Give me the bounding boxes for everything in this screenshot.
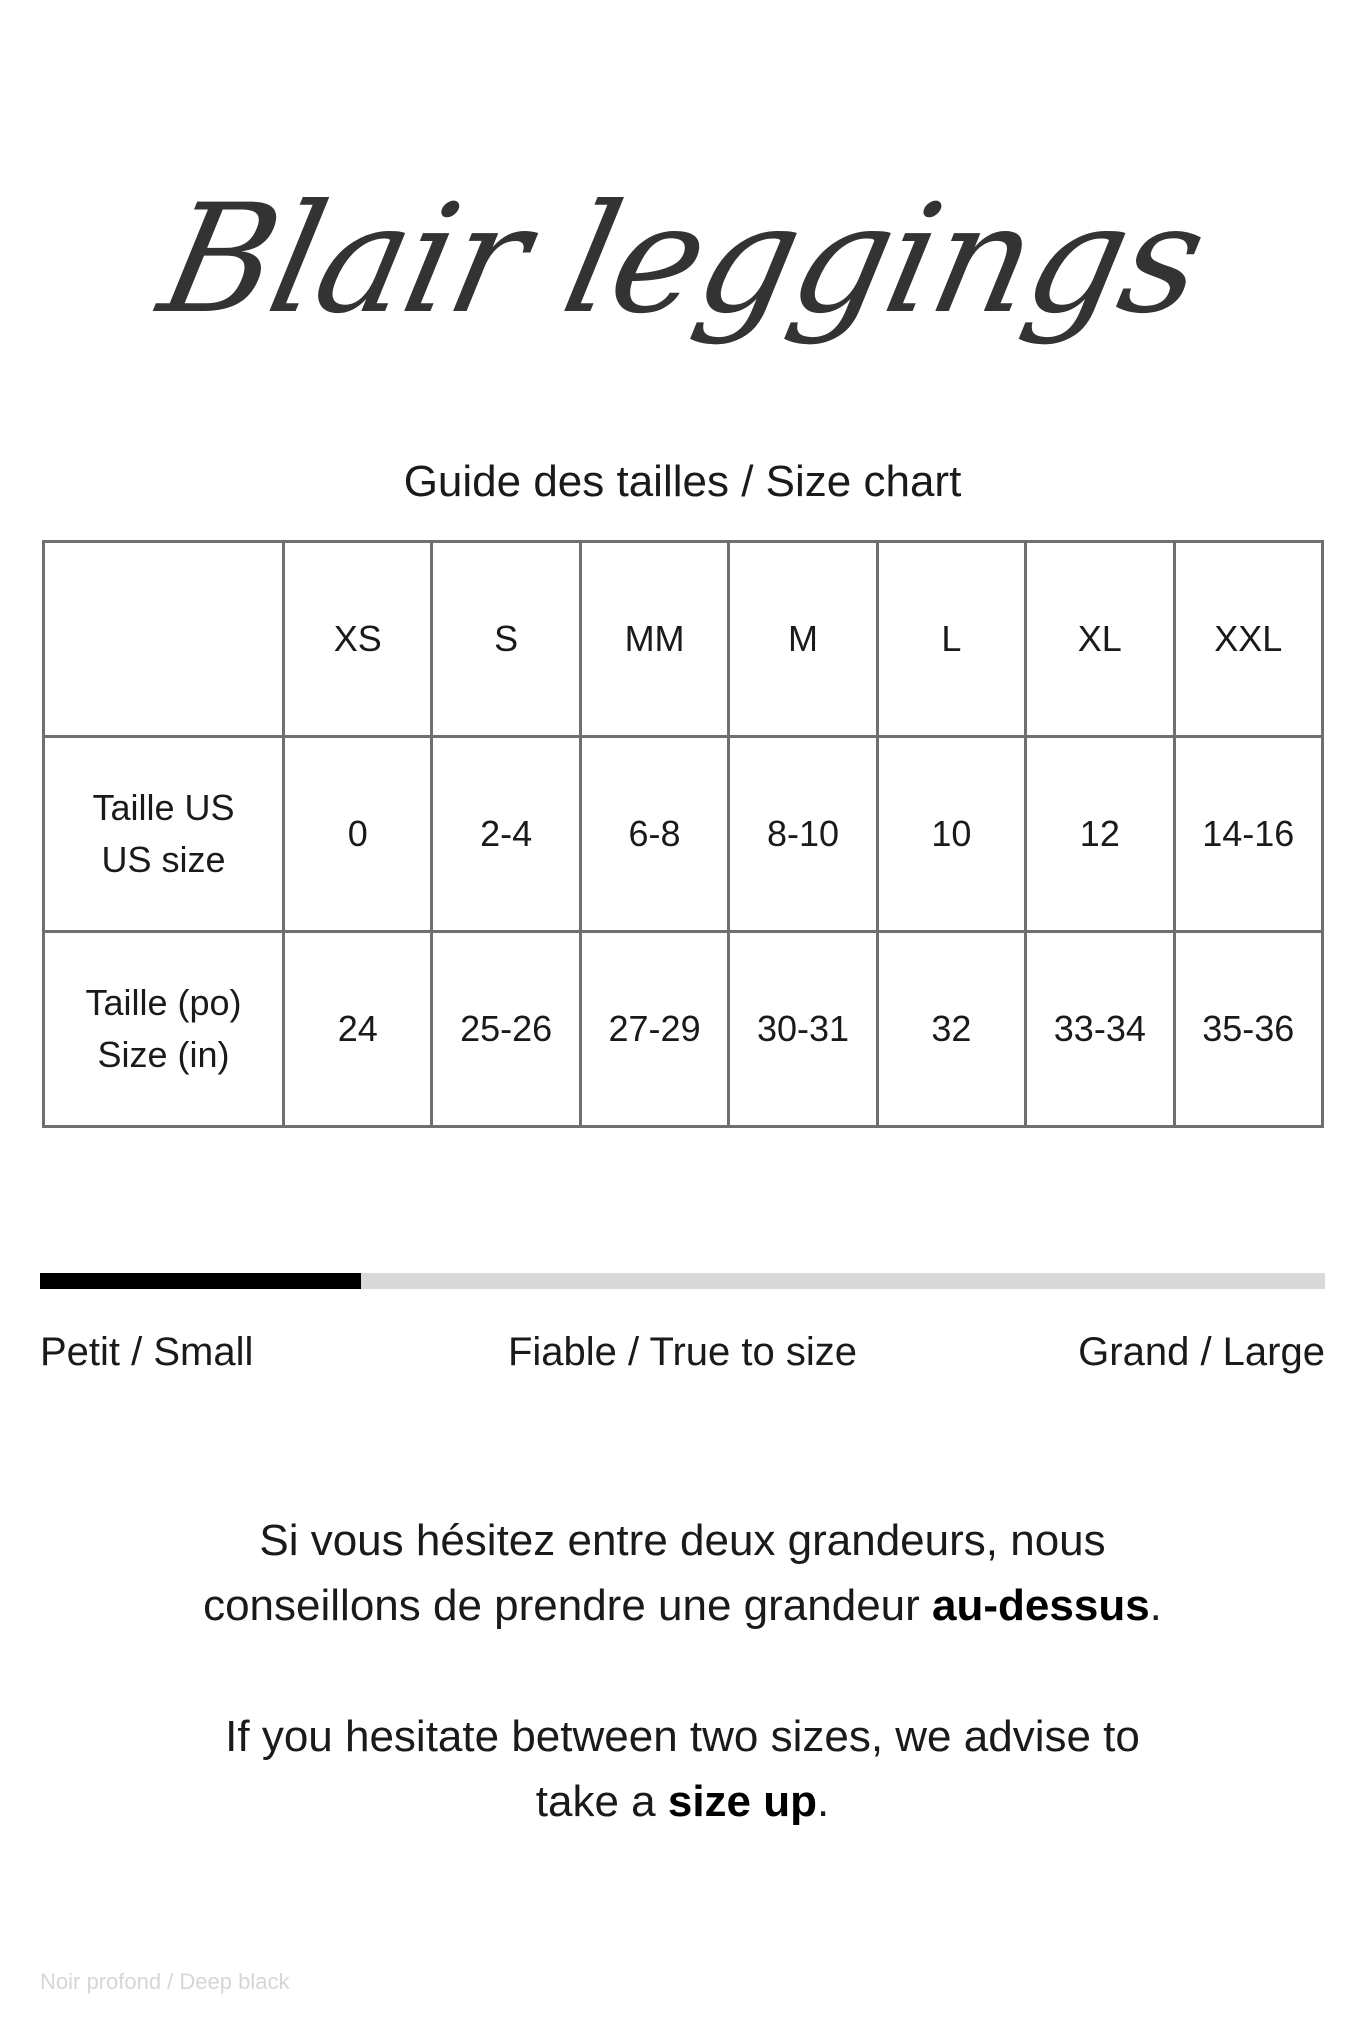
table-header-cell: M: [729, 542, 877, 737]
table-cell: 32: [877, 932, 1025, 1127]
table-header-cell: XXL: [1174, 542, 1322, 737]
table-cell: 2-4: [432, 737, 580, 932]
row-label-size-inches: Taille (po) Size (in): [44, 932, 284, 1127]
size-chart-table: [42, 540, 1324, 1128]
fit-scale-track: [40, 1273, 1325, 1289]
table-cell: 27-29: [580, 932, 728, 1127]
table-cell: 8-10: [729, 737, 877, 932]
product-title: Blair leggings: [147, 173, 1218, 347]
size-chart-subtitle: Guide des tailles / Size chart: [403, 457, 962, 506]
advice-english-emphasis: size up: [667, 1777, 817, 1826]
table-header-row: [44, 542, 1323, 737]
table-header-cell: L: [877, 542, 1025, 737]
table-cell: 10: [877, 737, 1025, 932]
table-header-cell: MM: [580, 542, 728, 737]
table-header-cell: XS: [284, 542, 432, 737]
table-cell: 30-31: [729, 932, 877, 1127]
advice-english-text: take a: [535, 1777, 668, 1826]
advice-english-line1: If you hesitate between two sizes, we advise to: [225, 1712, 1140, 1761]
table-header-cell: S: [432, 542, 580, 737]
table-row: [44, 932, 1323, 1127]
table-cell: 12: [1026, 737, 1174, 932]
table-cell: 33-34: [1026, 932, 1174, 1127]
row-label-us-size: Taille US US size: [44, 737, 284, 932]
table-cell: 6-8: [580, 737, 728, 932]
advice-french-emphasis: au-dessus: [932, 1581, 1150, 1630]
fit-scale-fill: [40, 1273, 361, 1289]
advice-english: [0, 1704, 1365, 1834]
table-cell: 24: [284, 932, 432, 1127]
table-header-cell: [44, 542, 284, 737]
advice-french-text: conseillons de prendre une grandeur: [203, 1581, 933, 1630]
advice-english-line2: [0, 1769, 1365, 1834]
table-cell: 35-36: [1174, 932, 1322, 1127]
table-cell: 0: [284, 737, 432, 932]
table-header-cell: XL: [1026, 542, 1174, 737]
advice-french-line1: Si vous hésitez entre deux grandeurs, nous: [259, 1516, 1106, 1565]
fit-label-small: Petit / Small: [40, 1330, 254, 1374]
table-cell: 14-16: [1174, 737, 1322, 932]
fit-label-large: Grand / Large: [1078, 1330, 1325, 1374]
fit-label-true-to-size: Fiable / True to size: [507, 1330, 858, 1374]
table-row: [44, 737, 1323, 932]
advice-french-period: .: [1149, 1581, 1162, 1630]
advice-french-line2: [0, 1573, 1365, 1638]
color-footnote: Noir profond / Deep black: [40, 1969, 290, 1994]
advice-french: [0, 1508, 1365, 1638]
advice-english-period: .: [817, 1777, 830, 1826]
table-cell: 25-26: [432, 932, 580, 1127]
